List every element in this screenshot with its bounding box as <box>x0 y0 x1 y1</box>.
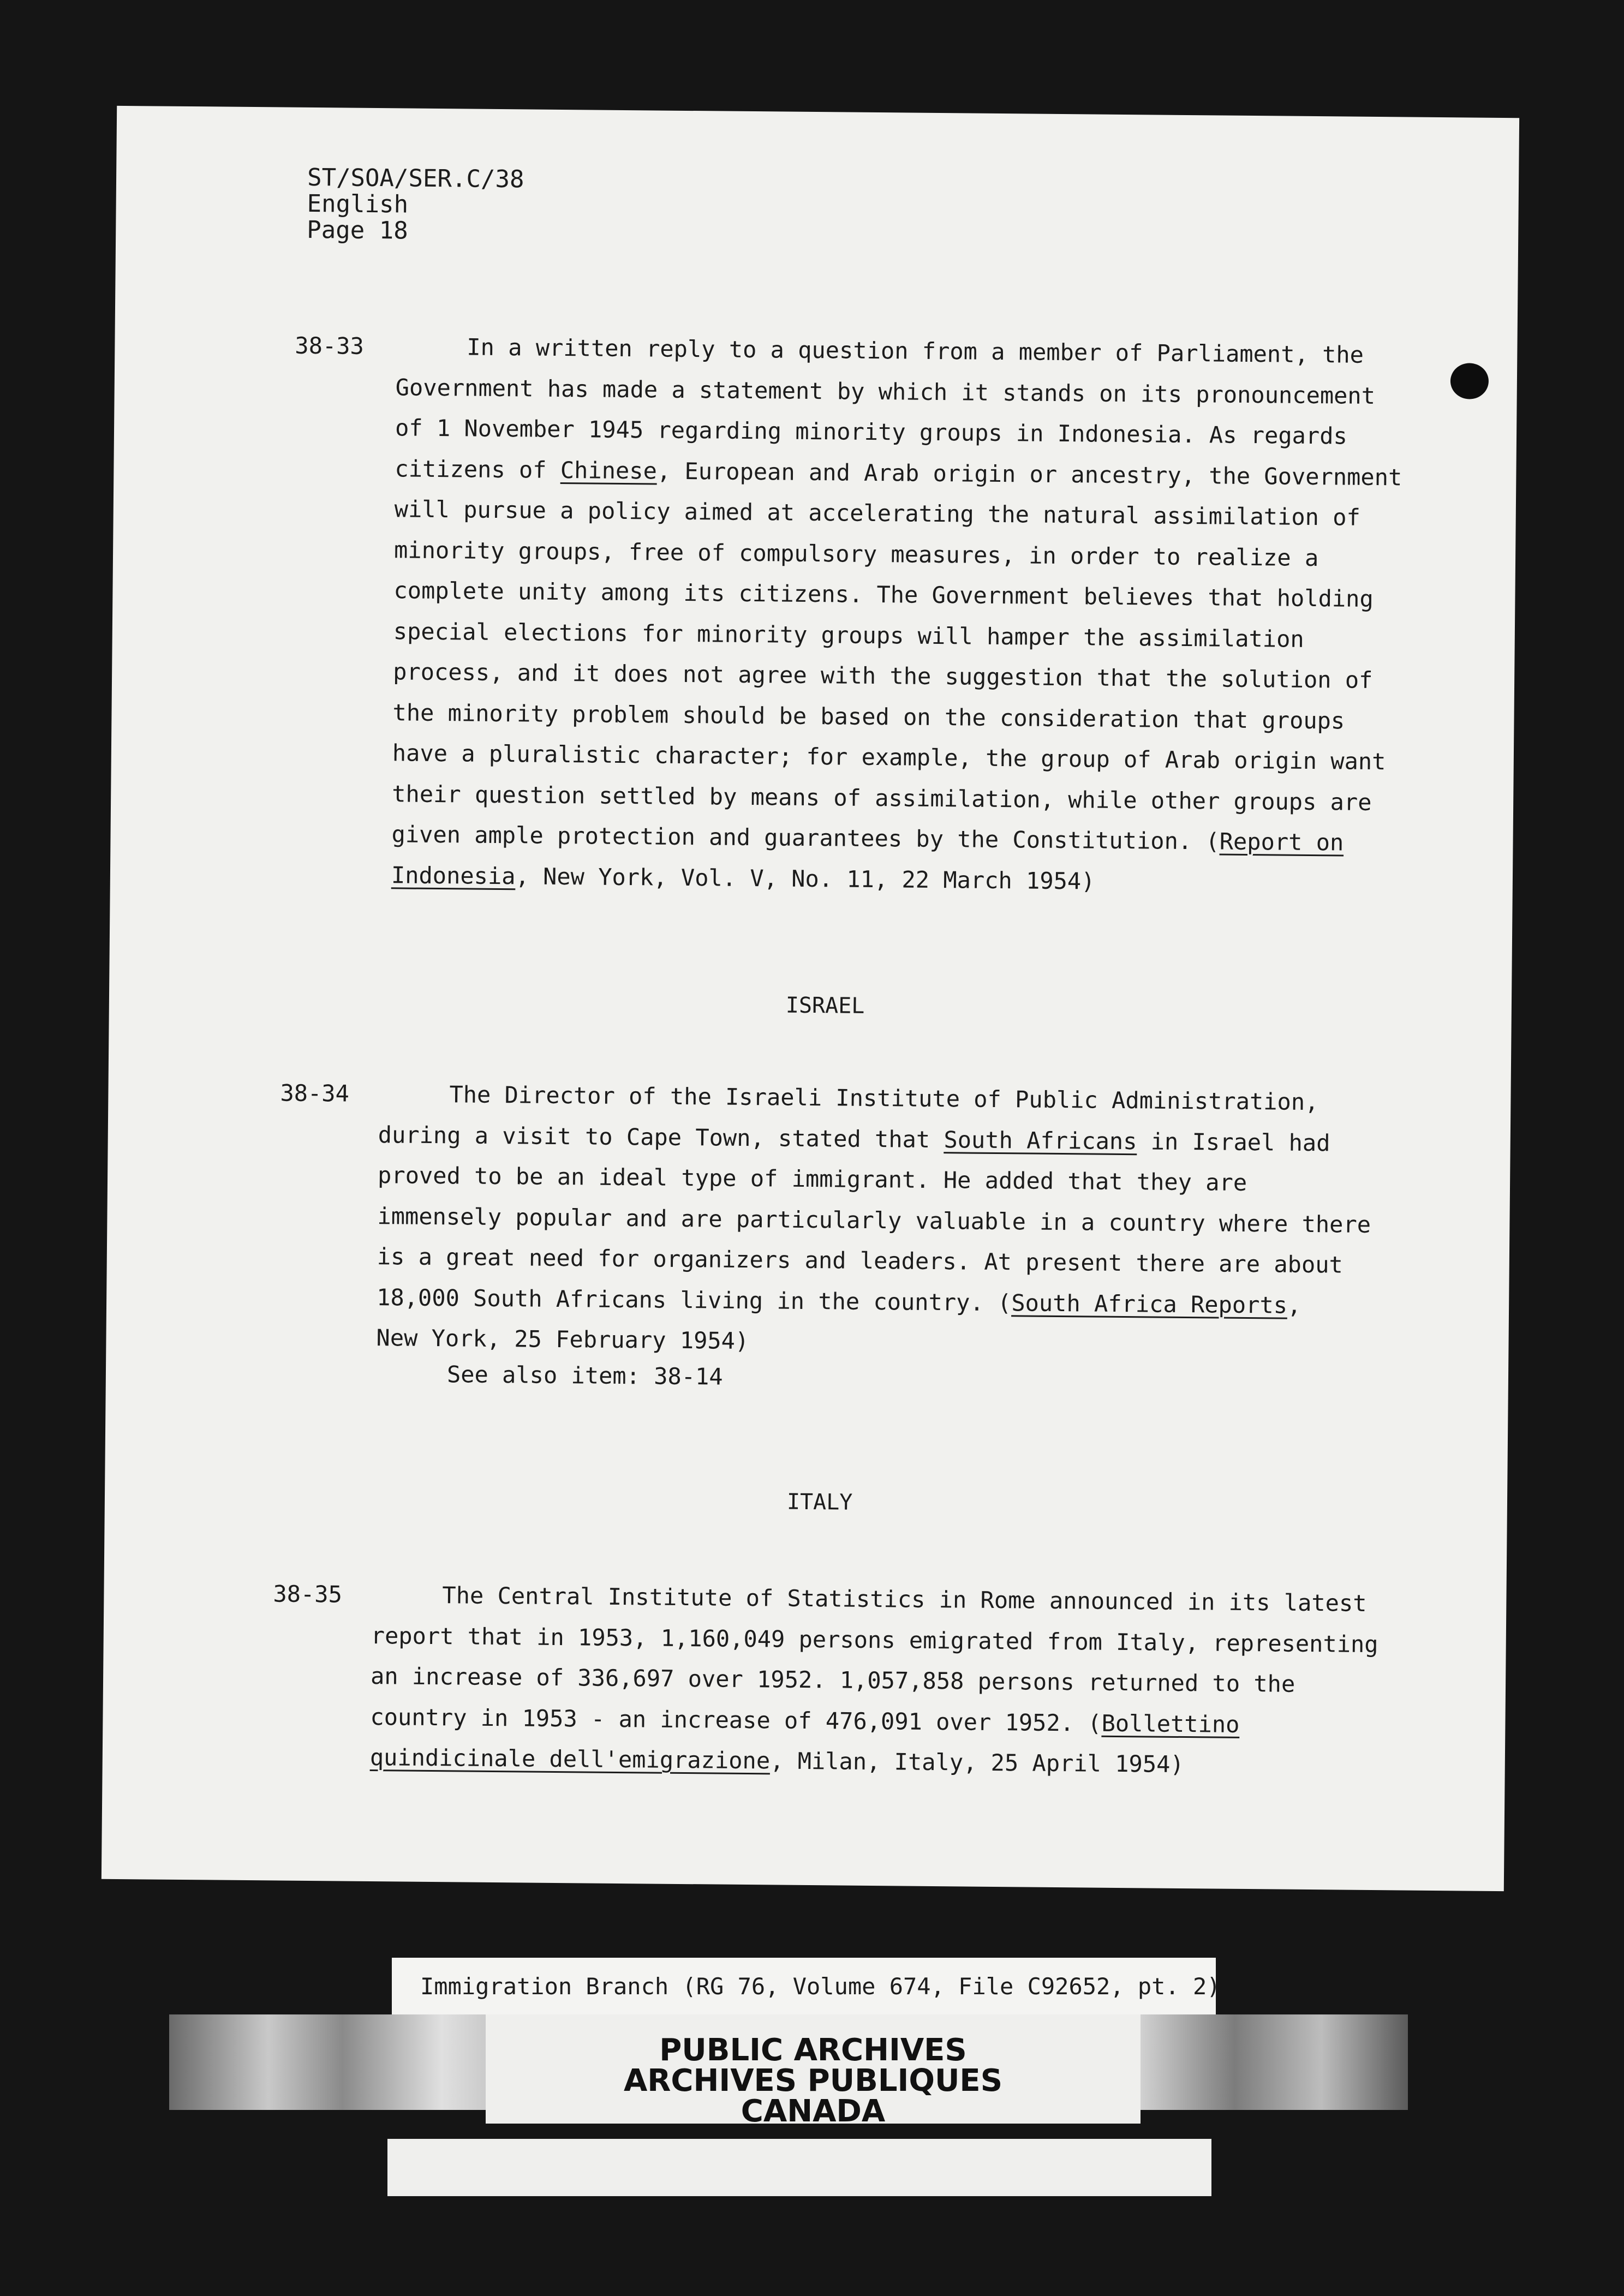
see-also-reference: See also item: 38-14 <box>446 1361 723 1390</box>
stamp-line: PUBLIC ARCHIVES <box>659 2032 967 2068</box>
item-number: 38-33 <box>295 332 365 360</box>
underlined-citation: quindicinale dell'emigrazione <box>369 1744 771 1774</box>
item-38-35 <box>272 1574 1379 1786</box>
text-segment: given ample protection and guarantees by the Constitution. ( <box>391 821 1220 855</box>
text-segment: in Israel had <box>1137 1127 1330 1156</box>
ink-blot <box>1450 363 1489 399</box>
stamp-line: CANADA <box>741 2094 886 2129</box>
item-body <box>376 1074 1372 1367</box>
text-segment: the minority problem should be based on the consideration that groups <box>392 698 1345 734</box>
section-heading-israel: ISRAEL <box>785 992 865 1019</box>
document-language: English <box>307 189 409 219</box>
text-segment: their question settled by means of assimilation, while other groups are <box>392 780 1372 816</box>
text-segment: report that in 1953, 1,160,049 persons emigrated from Italy, representing <box>371 1622 1378 1658</box>
underlined-citation: Report on <box>1219 828 1344 856</box>
text-segment: , New York, Vol. V, No. 11, 22 March 1954) <box>515 862 1095 895</box>
text-line <box>376 1318 1370 1367</box>
text-segment: proved to be an ideal type of immigrant. He added that they are <box>377 1162 1247 1196</box>
stamp-line: ARCHIVES PUBLIQUES <box>623 2063 1003 2098</box>
archives-stamp <box>486 2014 1141 2129</box>
item-number: 38-35 <box>273 1580 343 1608</box>
section-heading-italy: ITALY <box>786 1489 853 1515</box>
text-segment: , <box>1287 1291 1301 1319</box>
text-segment: immensely popular and are particularly valuable in a country where there <box>377 1202 1371 1238</box>
text-segment: citizens of <box>395 455 561 483</box>
text-segment: will pursue a policy aimed at accelerating the natural assimilation of <box>394 495 1360 531</box>
text-segment: New York, 25 February 1954) <box>376 1324 749 1355</box>
text-segment: is a great need for organizers and leaders. At present there are about <box>377 1243 1344 1278</box>
underlined-citation: Chinese <box>560 456 658 485</box>
underlined-citation: Indonesia <box>391 861 516 889</box>
underlined-citation: Bollettino <box>1101 1709 1240 1738</box>
document-symbol: ST/SOA/SER.C/38 <box>307 163 524 194</box>
text-segment: have a pluralistic character; for example, the group of Arab origin want <box>392 739 1386 775</box>
document-header <box>307 165 524 245</box>
page-number: Page 18 <box>307 216 408 245</box>
text-segment: In a written reply to a question from a member of Parliament, the <box>467 333 1364 368</box>
text-segment: country in 1953 - an increase of 476,091 over 1952. ( <box>370 1703 1102 1737</box>
text-segment: The Central Institute of Statistics in Rome announced in its latest <box>442 1582 1367 1617</box>
text-segment: during a visit to Cape Town, stated that <box>378 1121 944 1153</box>
text-segment: process, and it does not agree with the suggestion that the solution of <box>392 658 1373 693</box>
text-segment: , Milan, Italy, 25 April 1954) <box>769 1747 1184 1778</box>
text-segment: , European and Arab origin or ancestry, the Government <box>656 457 1402 491</box>
underlined-citation: South Africa Reports <box>1011 1289 1288 1319</box>
underlined-citation: South Africans <box>944 1126 1137 1155</box>
document-page <box>101 106 1519 1891</box>
item-body <box>391 326 1404 904</box>
archive-reference-label: Immigration Branch (RG 76, Volume 674, File C92652, pt. 2) <box>392 1958 1216 2015</box>
text-segment: complete unity among its citizens. The Government believes that holding <box>393 577 1374 612</box>
text-segment: of 1 November 1945 regarding minority groups in Indonesia. As regards <box>395 414 1347 450</box>
text-segment: 18,000 South Africans living in the country. ( <box>376 1283 1012 1316</box>
text-segment: an increase of 336,697 over 1952. 1,057,858 persons returned to the <box>370 1663 1295 1697</box>
item-body <box>370 1575 1379 1787</box>
blank-label-strip <box>387 2139 1211 2196</box>
text-segment: Government has made a statement by which it stands on its pronouncement <box>395 373 1376 409</box>
text-segment: minority groups, free of compulsory measures, in order to realize a <box>393 536 1319 571</box>
item-38-33 <box>290 326 1404 905</box>
text-segment: special elections for minority groups will hamper the assimilation <box>393 617 1304 653</box>
text-segment: The Director of the Israeli Institute of Public Administration, <box>449 1081 1319 1116</box>
item-38-34 <box>278 1073 1372 1367</box>
item-number: 38-34 <box>280 1079 350 1107</box>
